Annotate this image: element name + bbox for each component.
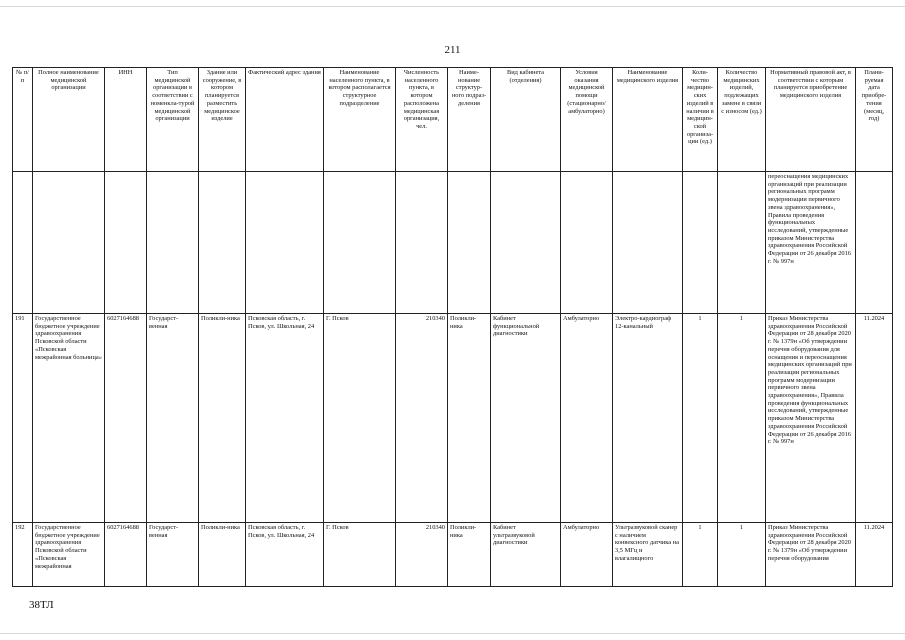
header-population: Численность населенного пункта, в котором расположена медицинская организация, чел. (396, 68, 448, 172)
cell-cabinet: Кабинет функциональной диагностики (491, 314, 561, 523)
cell-device: Ультразвуковой сканер с наличием конвексного датчика на 3,5 МГц и влагалищного (613, 523, 683, 587)
cell-act: Приказ Министерства здравоохранения Российской Федерации от 28 декабря 2020 г. № 1379н «Об утверждении перечня оборудования (766, 523, 856, 587)
equipment-table (12, 67, 893, 587)
cell-qty-available: 1 (683, 314, 718, 523)
cell-cabinet: Кабинет ультразвуковой диагностики (491, 523, 561, 587)
cell-conditions: Амбулаторно (561, 523, 613, 587)
cell-num: 192 (13, 523, 33, 587)
header-type: Тип медицинской организации в соответствии с номенкла-турой медицинской организации (147, 68, 199, 172)
table-row-continuation (13, 172, 893, 314)
cell-building: Поликли-ника (199, 314, 246, 523)
cell-type: Государст-венная (147, 314, 199, 523)
cell-act: Приказ Министерства здравоохранения Российской Федерации от 28 декабря 2020 г. № 1379н «Об утверждении перечня оборудования для оснащения и переоснащения медицинских организаций при реализации региональных программ модернизации первичного звена здравоохранения», Правила проведения функциональных исследований, утвержденные приказом Министерства здравоохранения Российской Федерации от 26 декабря 2016 г. № 997н (766, 314, 856, 523)
cell-population: 210340 (396, 523, 448, 587)
cell-qty-replace: 1 (718, 314, 766, 523)
cell-address: Псковская область, г. Псков, ул. Школьная, 24 (246, 523, 324, 587)
cell-settlement: Г. Псков (324, 523, 396, 587)
footer-code: 38ТЛ (29, 599, 54, 611)
cell-act-continuation: переоснащения медицинских организаций при реализации региональных программ модернизации первичного звена здравоохранения», Правила проведения функциональных исследований, утвержденные приказом Министерства здравоохранения Российской Федерации от 26 декабря 2016 г. № 997н (766, 172, 856, 314)
cell-inn: 6027164688 (105, 523, 147, 587)
cell-address: Псковская область, г. Псков, ул. Школьная, 24 (246, 314, 324, 523)
cell-conditions: Амбулаторно (561, 314, 613, 523)
table-row (13, 314, 893, 523)
header-act: Нормативный правовой акт, в соответствии с которым планируется приобретение медицинского изделия (766, 68, 856, 172)
cell-building: Поликли-ника (199, 523, 246, 587)
cell-date: 11.2024 (856, 314, 893, 523)
header-conditions: Условия оказания медицинской помощи (стационарно/ амбулаторно) (561, 68, 613, 172)
header-num: № п/п (13, 68, 33, 172)
cell-population: 210340 (396, 314, 448, 523)
header-subdivision: Наиме-нование структур-ного подраз-деления (448, 68, 491, 172)
table-row (13, 523, 893, 587)
header-qty-replace: Количество медицинских изделий, подлежащих замене в связи с износом (ед.) (718, 68, 766, 172)
cell-device: Электро-кардиограф 12-канальный (613, 314, 683, 523)
cell-org: Государственное бюджетное учреждение здравоохранения Псковской области «Псковская межрайонная больница» (33, 314, 105, 523)
header-date: Плани-руемая дата приобре-тения (месяц, год) (856, 68, 893, 172)
header-cabinet: Вид кабинета (отделения) (491, 68, 561, 172)
cell-subdivision: Поликли-ника (448, 523, 491, 587)
header-inn: ИНН (105, 68, 147, 172)
table-header-row (13, 68, 893, 172)
page-number: 211 (444, 44, 461, 56)
cell-org: Государственное бюджетное учреждение здравоохранения Псковской области «Псковская межрайонная (33, 523, 105, 587)
cell-subdivision: Поликли-ника (448, 314, 491, 523)
cell-qty-available: 1 (683, 523, 718, 587)
cell-date: 11.2024 (856, 523, 893, 587)
header-address: Фактический адрес здания (246, 68, 324, 172)
cell-inn: 6027164688 (105, 314, 147, 523)
cell-qty-replace: 1 (718, 523, 766, 587)
cell-num: 191 (13, 314, 33, 523)
header-building: Здание или сооружение, в котором планируется разместить медицинское изделие (199, 68, 246, 172)
header-device: Наименование медицинского изделия (613, 68, 683, 172)
header-qty-available: Коли-чество медицин-ских изделий в наличии в медицин-ской организа-ции (ед.) (683, 68, 718, 172)
cell-settlement: Г. Псков (324, 314, 396, 523)
cell-type: Государст-венная (147, 523, 199, 587)
header-org: Полное наименование медицинской организации (33, 68, 105, 172)
header-settlement: Наименование населенного пункта, в котором располагается структурное подразделение (324, 68, 396, 172)
